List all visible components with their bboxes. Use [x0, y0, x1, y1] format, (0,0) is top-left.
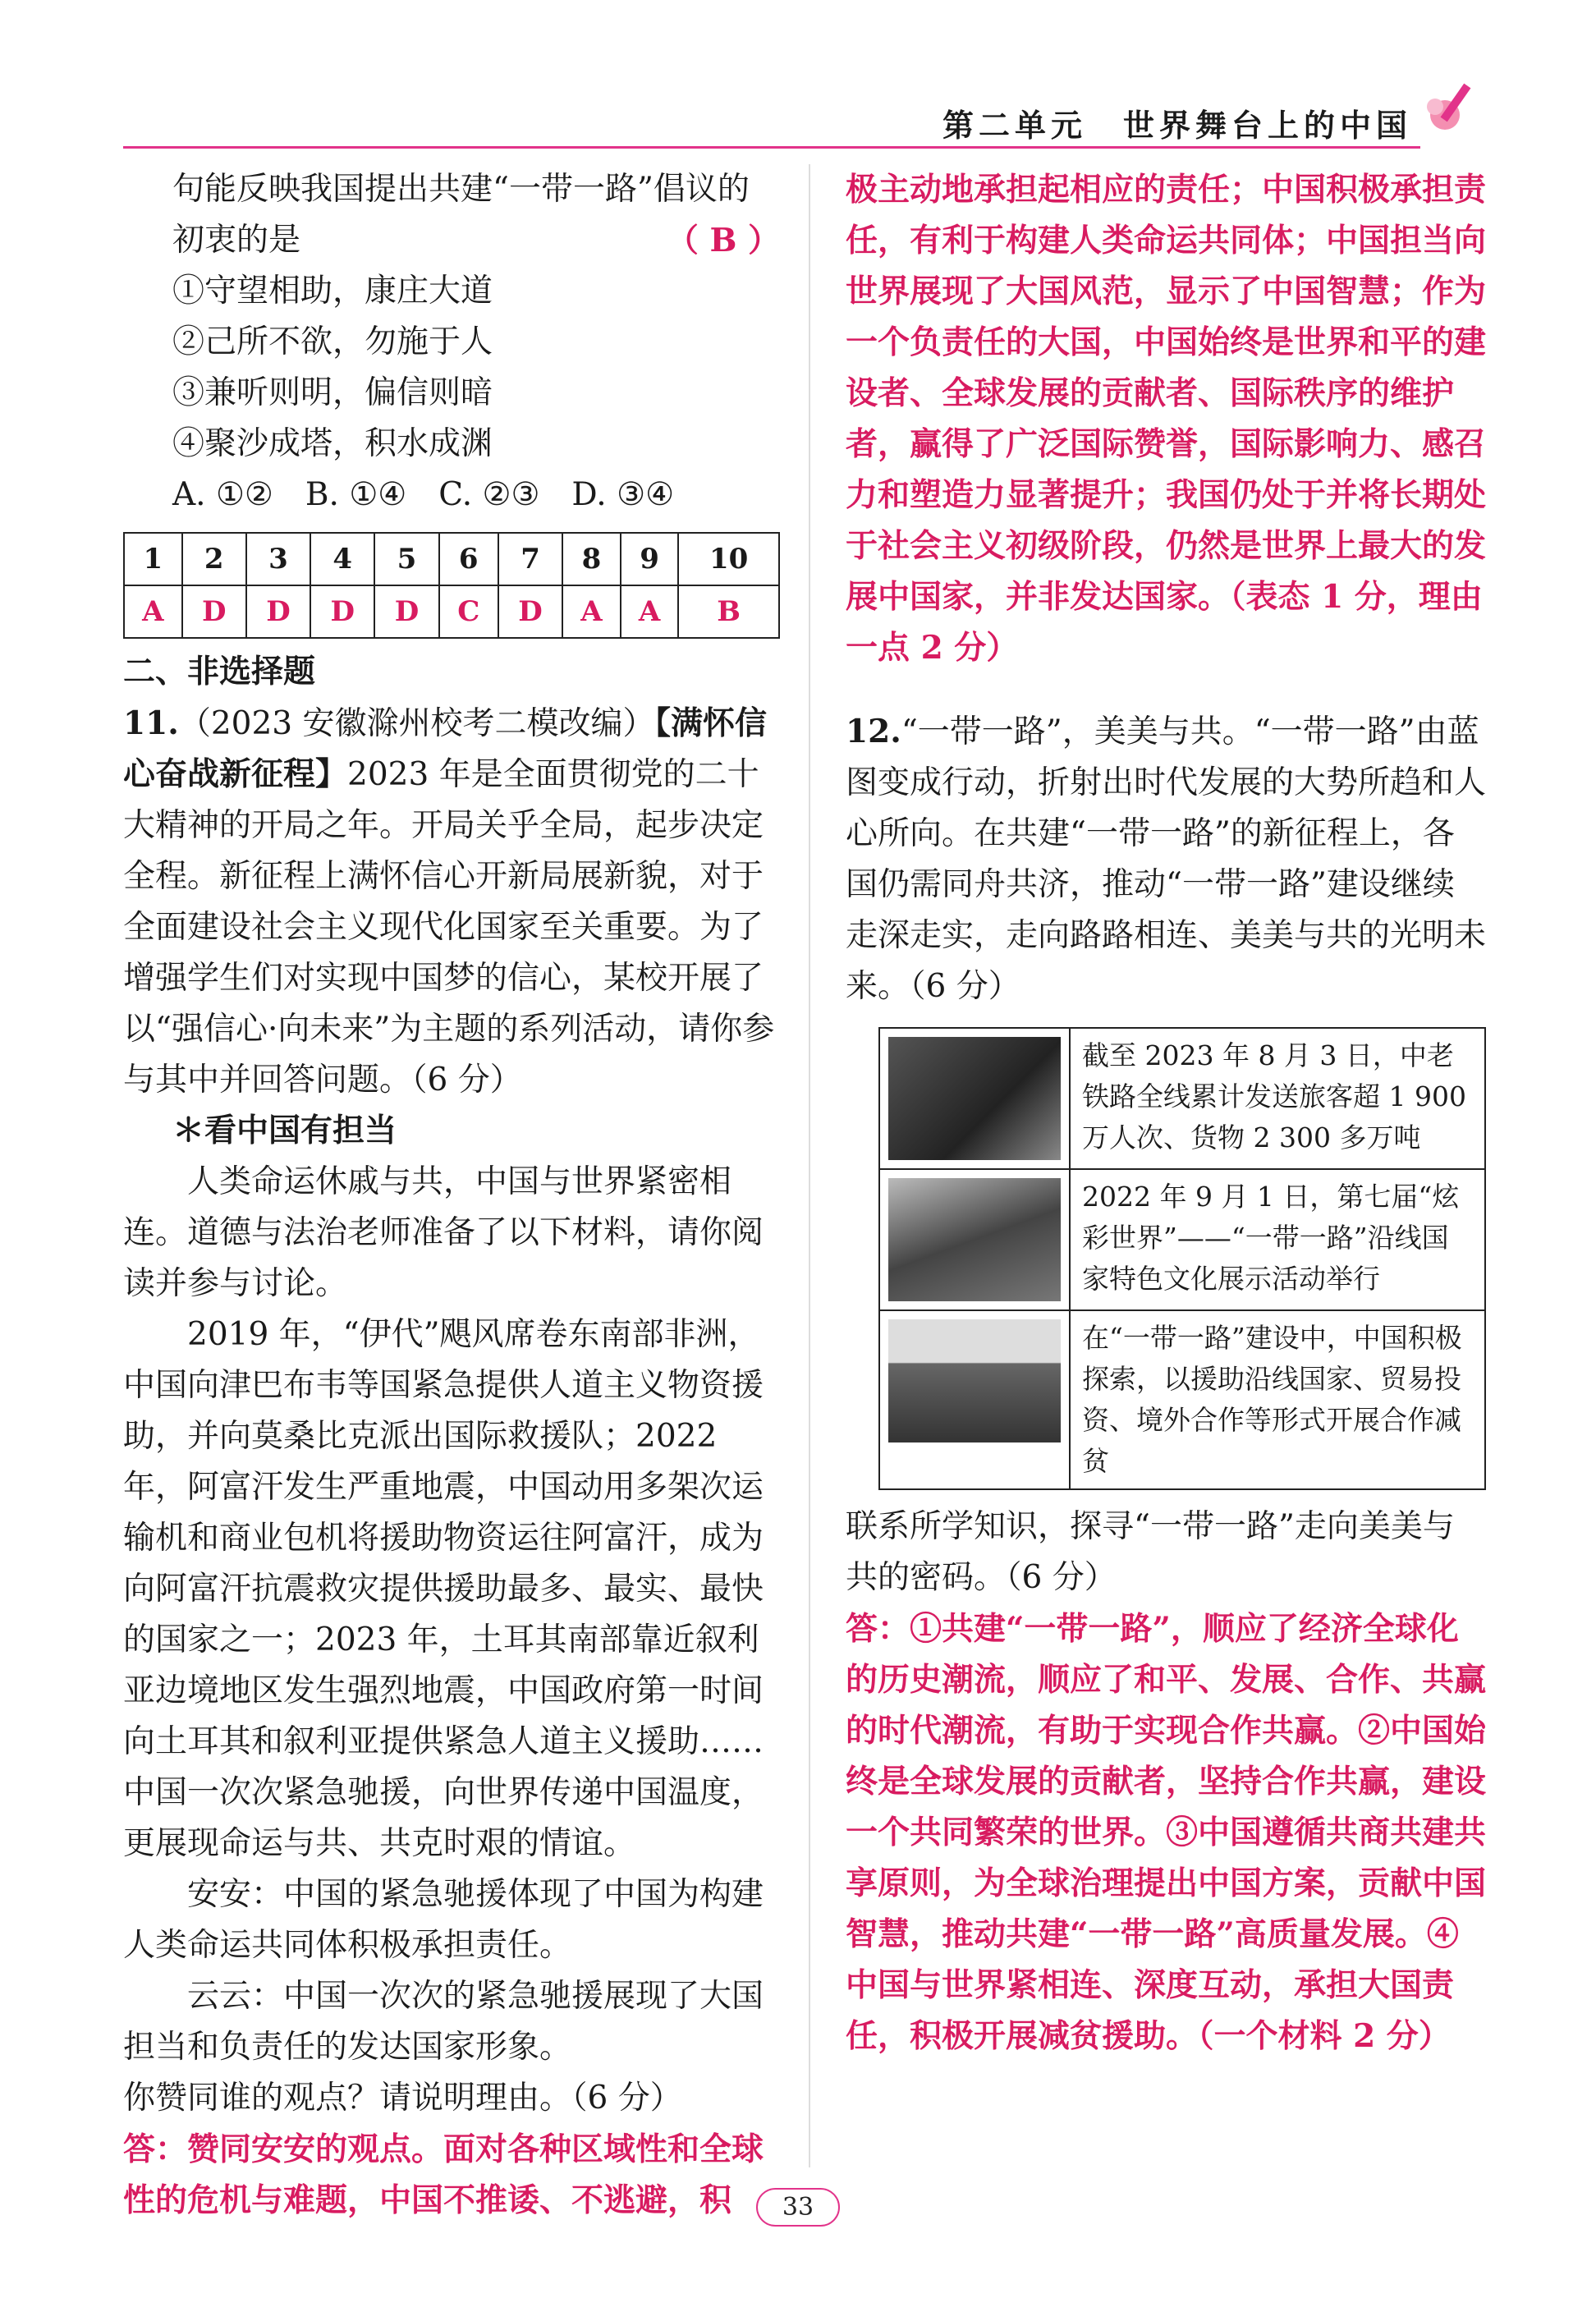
paragraph: 人类命运休戚与共，中国与世界紧密相连。道德与法治老师准备了以下材料，请你阅读并参与讨论。 [123, 1163, 764, 1302]
option-4: ④聚沙成塔，积水成渊 [172, 425, 493, 462]
table-cell: B [678, 585, 779, 638]
pencil-flower-icon [1412, 74, 1486, 148]
material-table [878, 1027, 1486, 1490]
table-cell: 1 [124, 533, 182, 585]
page-header [123, 82, 1519, 148]
column-divider [809, 164, 810, 2167]
table-cell: 8 [562, 533, 621, 585]
question-12: 12.“一带一路”，美美与共。“一带一路”由蓝图变成行动，折射出时代发展的大势所趋和人心所向。在共建“一带一路”的新征程上，各国仍需同舟共济，推动“一带一路”建设继续走深走实，走向路路相连、美美与共的光明未来。（6 分） [846, 713, 1487, 1005]
paragraph: 安安：中国的紧急驰援体现了中国为构建人类命运共同体积极承担责任。 [123, 1876, 764, 1964]
answer-table-row [124, 585, 779, 638]
material-text: 在“一带一路”建设中，中国积极探索，以援助沿线国家、贸易投资、境外合作等形式开展合作减贫 [1070, 1310, 1485, 1489]
spacer [846, 673, 1486, 706]
page-footer [0, 2188, 1596, 2227]
question-answer: （ B ） [666, 222, 780, 259]
table-cell: 10 [678, 533, 779, 585]
table-cell: A [621, 585, 679, 638]
unit-title: 第二单元 世界舞台上的中国 [942, 108, 1412, 144]
exhibition-photo [888, 1178, 1061, 1301]
table-cell: D [246, 585, 310, 638]
table-cell: D [498, 585, 562, 638]
answer-text: 答：赞同安安的观点。面对各种区域性和全球性的危机与难题，中国不推诿、不逃避，积 [123, 2130, 764, 2219]
material-row [879, 1310, 1485, 1489]
group-photo [888, 1319, 1061, 1442]
header-rule [123, 146, 1420, 149]
answer-text-continued: 极主动地承担起相应的责任；中国积极承担责任，有利于构建人类命运共同体；中国担当向世界展现了大国风范，显示了中国智慧；作为一个负责任的大国，中国始终是世界和平的建设者、全球发展的贡献者、国际秩序的维护者，赢得了广泛国际赞誉，国际影响力、感召力和塑造力显著提升；我国仍处于并将长期处于社会主义初级阶段，仍然是世界上最大的发展中国家，并非发达国家。（表态 1 分，理由一点 2 分） [846, 171, 1487, 667]
question-continued: 句能反映我国提出共建“一带一路”倡议的 [172, 171, 750, 208]
question-11: 11.（2023 安徽滁州校考二模改编）【满怀信心奋战新征程】2023 年是全面贯彻党的二十大精神的开局之年。开局关乎全局，起步决定全程。新征程上满怀信心开新局展新貌，对于全面建设社会主义现代化国家至关重要。为了增强学生们对实现中国梦的信心，某校开展了以“强信心·向未来”为主题的系列活动，请你参与其中并回答问题。（6 分） [123, 704, 775, 1098]
subsection-title: ＊看中国有担当 [172, 1112, 397, 1149]
material-row [879, 1169, 1485, 1310]
question-continued-line2: 初衷的是 （ B ） [123, 215, 780, 266]
choices: A. ①② B. ①④ C. ②③ D. ③④ [172, 476, 675, 513]
table-cell: 6 [439, 533, 498, 585]
table-cell: A [562, 585, 621, 638]
table-cell: C [439, 585, 498, 638]
table-cell: 2 [182, 533, 246, 585]
table-cell: 5 [374, 533, 438, 585]
table-cell: D [374, 585, 438, 638]
material-text: 2022 年 9 月 1 日，第七届“炫彩世界”——“一带一路”沿线国家特色文化展示活动举行 [1070, 1169, 1485, 1310]
answer-table [123, 532, 780, 639]
left-column [123, 164, 780, 2226]
section-title: 二、非选择题 [123, 654, 316, 690]
material-row [879, 1028, 1485, 1169]
answer-table-head [124, 533, 779, 585]
paragraph: 2019 年，“伊代”飓风席卷东南部非洲，中国向津巴布韦等国紧急提供人道主义物资援助，并向莫桑比克派出国际救援队；2022 年，阿富汗发生严重地震，中国动用多架次运输机和商业包机将援助物资运往阿富汗，成为向阿富汗抗震救灾提供援助最多、最实、最快的国家之一；2023 年，土耳其南部靠近叙利亚边境地区发生强烈地震，中国政府第一时间向土耳其和叙利亚提供紧急人道主义援助……中国一次次紧急驰援，向世界传递中国温度，更展现命运与共、共克时艰的情谊。 [123, 1316, 764, 1862]
page-number: 33 [756, 2188, 840, 2227]
answer-text: 答：①共建“一带一路”，顺应了经济全球化的历史潮流，顺应了和平、发展、合作、共赢的时代潮流，有助于实现合作共赢。②中国始终是全球发展的贡献者，坚持合作共赢，建设一个共同繁荣的世界。③中国遵循共商共建共享原则，为全球治理提出中国方案，贡献中国智慧，推动共建“一带一路”高质量发展。④中国与世界紧相连、深度互动，承担大国责任，积极开展减贫援助。（一个材料 2 分） [846, 1610, 1487, 2055]
question-prompt: 你赞同谁的观点？请说明理由。（6 分） [123, 2080, 682, 2117]
paragraph: 云云：中国一次次的紧急驰援展现了大国担当和负责任的发达国家形象。 [123, 1978, 764, 2066]
railway-photo [888, 1037, 1061, 1160]
table-cell: D [182, 585, 246, 638]
material-photo-cell [879, 1310, 1070, 1489]
material-photo-cell [879, 1169, 1070, 1310]
table-cell: D [310, 585, 374, 638]
right-column [846, 164, 1486, 2062]
table-cell: 9 [621, 533, 679, 585]
option-3: ③兼听则明，偏信则暗 [172, 374, 493, 411]
material-text: 截至 2023 年 8 月 3 日，中老铁路全线累计发送旅客超 1 900 万人次、货物 2 300 多万吨 [1070, 1028, 1485, 1169]
question-prompt: 联系所学知识，探寻“一带一路”走向美美与共的密码。（6 分） [846, 1508, 1455, 1596]
table-cell: 3 [246, 533, 310, 585]
option-1: ①守望相助，康庄大道 [172, 273, 493, 310]
table-cell: 7 [498, 533, 562, 585]
table-cell: A [124, 585, 182, 638]
option-2: ②己所不欲，勿施于人 [172, 323, 493, 360]
table-cell: 4 [310, 533, 374, 585]
material-photo-cell [879, 1028, 1070, 1169]
